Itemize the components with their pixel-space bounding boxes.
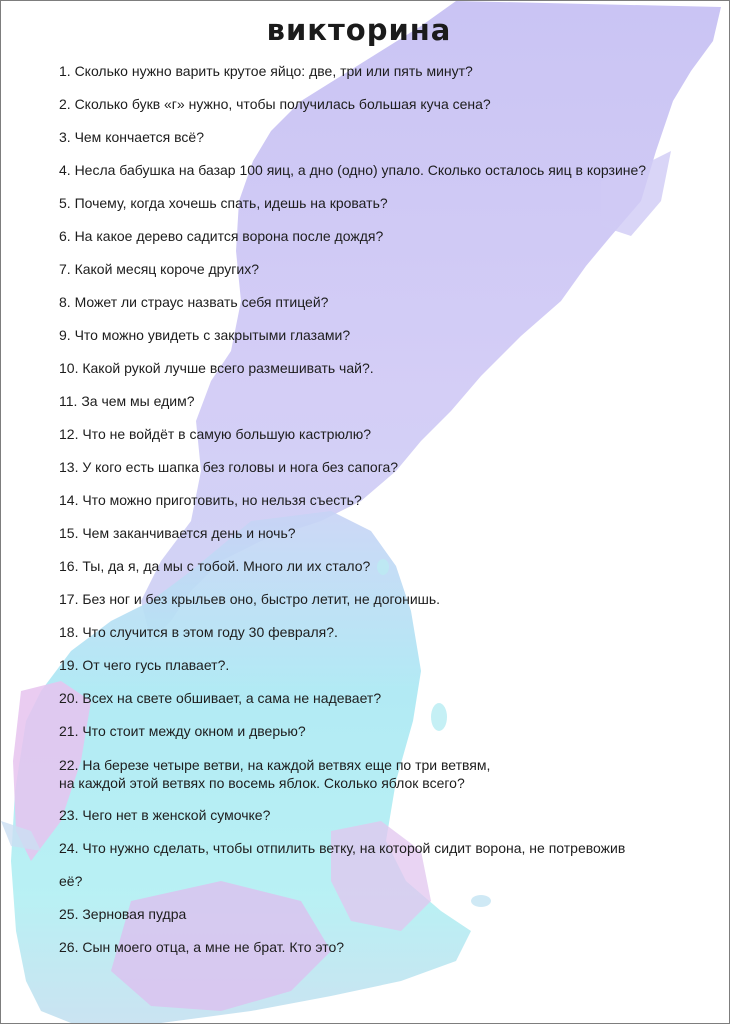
question-line: 5. Почему, когда хочешь спать, идешь на кровать? [59,195,388,211]
question-line: 23. Чего нет в женской сумочке? [59,807,271,823]
question-line: 8. Может ли страус назвать себя птицей? [59,294,329,310]
question-line: 7. Какой месяц короче других? [59,261,259,277]
question-line: 25. Зерновая пудра [59,906,187,922]
question-line: 4. Несла бабушка на базар 100 яиц, а дно (одно) упало. Сколько осталось яиц в корзине? [59,162,647,178]
question-item [59,557,370,575]
wash-splash-1 [431,703,447,731]
question-item [59,194,388,212]
question-item [59,656,229,674]
question-item [59,722,306,740]
question-item [59,359,374,377]
question-item [59,128,204,146]
question-line: 19. От чего гусь плавает?. [59,657,230,673]
question-item [59,62,473,80]
question-line: 18. Что случится в этом году 30 февраля?. [59,624,338,640]
question-line: 21. Что стоит между окном и дверью? [59,723,306,739]
question-item [59,293,328,311]
wash-splash-2 [377,559,389,575]
question-item [59,524,296,542]
question-item [59,326,350,344]
question-line: её? [59,873,83,889]
question-line: 16. Ты, да я, да мы с тобой. Много ли их стало? [59,558,371,574]
question-line: 24. Что нужно сделать, чтобы отпилить ветку, на которой сидит ворона, не потревожив [59,840,626,856]
question-item [59,938,344,956]
question-line: на каждой этой ветвях по восемь яблок. Сколько яблок всего? [59,775,465,791]
question-item [59,839,625,890]
question-item [59,458,398,476]
question-line: 26. Сын моего отца, а мне не брат. Кто это? [59,939,345,955]
question-line: 11. За чем мы едим? [59,393,195,409]
question-line: 3. Чем кончается всё? [59,129,204,145]
question-line: 2. Сколько букв «г» нужно, чтобы получилась большая куча сена? [59,96,491,112]
question-item [59,491,362,509]
question-item [59,161,646,179]
question-line: 12. Что не войдёт в самую большую кастрюлю? [59,426,372,442]
question-line: 13. У кого есть шапка без головы и нога без сапога? [59,459,399,475]
wash-splash-3 [471,895,491,907]
question-item [59,689,381,707]
question-line: 20. Всех на свете обшивает, а сама не надевает? [59,690,382,706]
question-item [59,260,259,278]
question-item [59,806,270,824]
question-line: 1. Сколько нужно варить крутое яйцо: две, три или пять минут? [59,63,473,79]
question-line: 9. Что можно увидеть с закрытыми глазами? [59,327,351,343]
question-item [59,95,491,113]
question-item [59,756,490,792]
question-line: 14. Что можно приготовить, но нельзя съесть? [59,492,362,508]
question-item [59,227,383,245]
question-line: 22. На березе четыре ветви, на каждой ветвях еще по три ветвям, [59,757,491,773]
question-line: 15. Чем заканчивается день и ночь? [59,525,296,541]
question-item [59,905,186,923]
question-line: 10. Какой рукой лучше всего размешивать чай?. [59,360,374,376]
question-item [59,392,195,410]
question-line: 17. Без ног и без крыльев оно, быстро летит, не догонишь. [59,591,441,607]
page-title: викторина [266,13,452,47]
question-item [59,623,338,641]
question-item [59,590,440,608]
question-line: 6. На какое дерево садится ворона после дождя? [59,228,384,244]
question-item [59,425,371,443]
